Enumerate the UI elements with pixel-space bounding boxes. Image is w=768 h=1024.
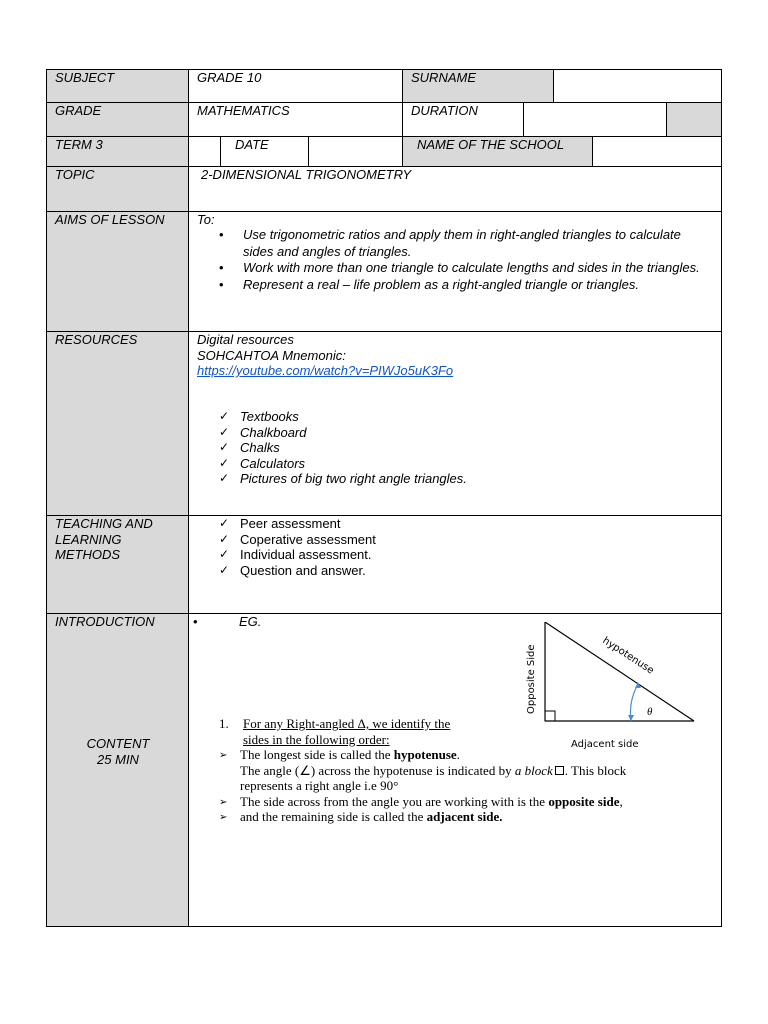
aims-item: • Use trigonometric ratios and apply them in right-angled triangles to calculate sides and angles of triangles. [197,227,713,260]
hypotenuse-label: hypotenuse [600,635,656,677]
adjacent-term: adjacent side. [426,809,503,824]
topic-label-cell [47,167,189,212]
grade-value-cell [189,103,403,137]
date-field[interactable] [309,137,403,167]
sohcahtoa-video-link[interactable]: https://youtube.com/watch?v=PIWJo5uK3Fo [197,363,454,378]
content-time-label: 25 MIN [97,752,139,767]
resources-line2: SOHCAHTOA Mnemonic: [197,347,346,363]
theta-label: θ [647,706,653,718]
method-item: ✓ Coperative assessment [197,532,713,548]
grade-value: MATHEMATICS [197,103,290,118]
arrow-bullet-icon: ➢ [219,750,228,761]
methods-content-cell [189,516,721,614]
numbered-line1: For any Right-angled Δ, we identify the [243,716,451,731]
block-square-icon [555,766,564,775]
resource-item: ✓ Chalks [197,440,713,456]
aims-content-cell [189,212,721,332]
topic-value-cell [189,167,721,212]
resource-item: ✓ Calculators [197,456,713,472]
school-label-cell [403,137,593,167]
block-term: a block [514,762,553,778]
subject-label: SUBJECT [55,70,115,85]
resource-item: ✓ Pictures of big two right angle triangles. [197,471,713,487]
grade-label-cell [47,103,189,137]
intro-content-cell [189,614,721,926]
term-blank-cell [189,137,221,167]
explanation-block-marker [219,763,719,779]
resource-item: ✓ Textbooks [197,409,713,425]
subject-value: GRADE 10 [197,70,262,85]
resources-content-cell [189,332,721,516]
method-item: ✓ Individual assessment. [197,547,713,563]
adjacent-side-label: Adjacent side [571,739,639,750]
method-item: ✓ Question and answer. [197,563,713,579]
explanation-hypotenuse [219,747,719,763]
school-label: NAME OF THE SCHOOL [417,137,565,152]
hypotenuse-text: The longest side is called the [240,747,394,762]
hypotenuse-period: . [456,747,460,762]
explanation-right-angle [219,778,719,794]
date-label: DATE [235,137,269,152]
intro-eg: EG. [239,614,262,629]
intro-label: INTRODUCTION [55,614,155,629]
angle-text: The angle (∠) across the hypotenuse is indicated by [240,762,515,778]
term-label-cell [47,137,189,167]
surname-label-cell [403,70,554,103]
aims-intro: To: [197,212,215,227]
opposite-term: opposite side [548,793,620,809]
topic-value: 2-DIMENSIONAL TRIGONOMETRY [201,167,412,182]
lesson-plan-table [46,69,722,927]
aims-label: AIMS OF LESSON [55,212,165,227]
hypotenuse-term: hypotenuse [393,747,457,762]
opposite-comma: , [619,793,623,809]
topic-label: TOPIC [55,167,95,182]
methods-list [197,516,713,578]
right-triangle-diagram [519,622,699,754]
numbered-item [219,716,450,747]
methods-label-cell [47,516,189,614]
adjacent-text: and the remaining side is called the [240,809,427,824]
subject-label-cell [47,70,189,103]
explanation-opposite [219,794,719,810]
duration-label-cell [403,103,524,137]
duration-field[interactable] [524,103,667,137]
duration-gray-cell [667,103,721,137]
resources-label: RESOURCES [55,332,138,347]
aims-label-cell [47,212,189,332]
intro-label-cell [47,614,189,926]
resources-label-cell [47,332,189,516]
angle-arrow-icon [628,715,634,721]
date-label-cell [221,137,309,167]
resource-item: ✓ Chalkboard [197,425,713,441]
arrow-bullet-icon: ➢ [219,812,228,823]
content-label: CONTENT [86,736,150,751]
aims-list [197,227,713,293]
arrow-bullet-icon: ➢ [219,796,228,808]
opposite-text: The side across from the angle you are working with is the [240,793,549,809]
school-field[interactable] [593,137,721,167]
method-item: ✓ Peer assessment [197,516,713,532]
grade-label: GRADE [55,103,102,118]
numbered-line2: sides in the following order: [243,731,390,747]
explanation-block [219,747,719,825]
duration-label: DURATION [411,103,478,118]
right-angle-text: represents a right angle i.e [240,778,381,793]
intro-bullet: • [193,614,198,629]
angle-text-end: . This block [564,762,627,778]
right-angle-block [545,711,555,721]
ninety-degrees: 90° [380,778,399,793]
resources-list [197,409,713,487]
surname-field[interactable] [554,70,721,103]
aims-item: • Represent a real – life problem as a right-angled triangle or triangles. [197,277,713,294]
explanation-adjacent [219,809,719,825]
surname-label: SURNAME [411,70,477,85]
term-label: TERM 3 [55,137,103,152]
opposite-side-label: Opposite Side [526,644,537,714]
triangle-hypotenuse-line [545,622,694,721]
numbered-item-number: 1. [219,716,229,731]
resources-line1: Digital resources [197,332,294,347]
aims-item: • Work with more than one triangle to calculate lengths and sides in the triangles. [197,260,713,277]
methods-label: TEACHING AND LEARNING METHODS [55,516,153,562]
subject-value-cell [189,70,403,103]
